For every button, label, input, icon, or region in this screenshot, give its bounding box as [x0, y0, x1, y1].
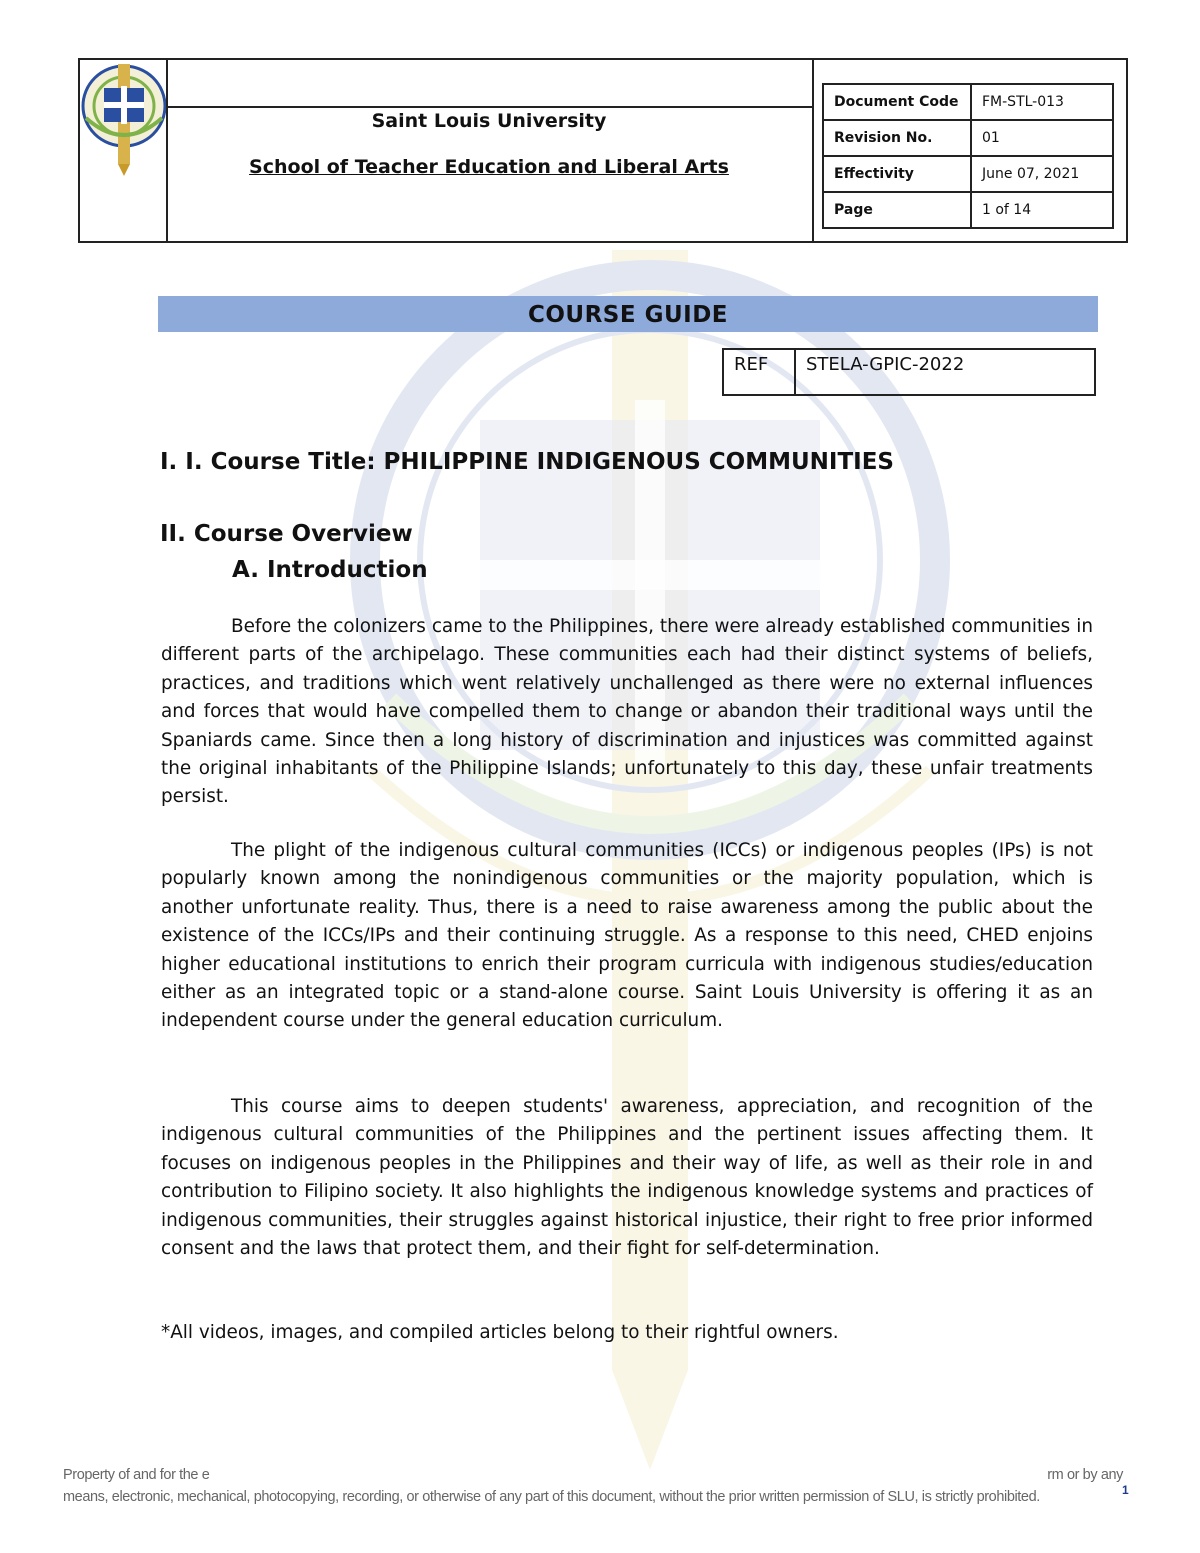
document-header — [78, 58, 1128, 243]
intro-paragraph-3: This course aims to deepen students' awareness, appreciation, and recognition of the indigenous cultural communities of the Philippines and the pertinent issues affecting them. It focuses on indigenous peoples in the Philippines and their way of life, as well as their role in and contribution to Filipino society. It also highlights the indigenous knowledge systems and practices of indigenous communities, their struggles against historical injustice, their right to free prior informed consent and the laws that protect them, and their fight for self-determination. — [161, 1096, 1093, 1260]
doc-info-value: 01 — [971, 120, 1113, 156]
university-name: Saint Louis University — [371, 110, 607, 132]
page-number: 1 — [1122, 1483, 1129, 1497]
intro-paragraph-1: Before the colonizers came to the Philippines, there were already established communities in different parts of the archipelago. These communities each had their distinct systems of beliefs, practices, and traditions which went relatively unchallenged as there were no external influences and forces that would have compelled them to change or abandon their traditional ways until the Spaniards came. Since then a long history of discrimination and injustices was committed against the original inhabitants of the Philippine Islands; unfortunately to this day, these unfair treatments persist. — [161, 616, 1093, 808]
ref-label: REF — [723, 349, 795, 395]
ref-value: STELA-GPIC-2022 — [795, 349, 1095, 395]
reference-table — [722, 348, 1096, 396]
doc-info-label: Effectivity — [823, 156, 971, 192]
course-title-heading: I. I. Course Title: PHILIPPINE INDIGENOUS COMMUNITIES — [160, 449, 894, 475]
doc-info-label: Revision No. — [823, 120, 971, 156]
footer-line2: means, electronic, mechanical, photocopying, recording, or otherwise of any part of this document, without the prior written permission of SLU, is strictly prohibited. — [63, 1489, 1040, 1505]
ref-row — [723, 349, 1095, 395]
introduction-heading: A. Introduction — [232, 557, 428, 583]
course-overview-heading: II. Course Overview — [160, 521, 413, 547]
doc-info-value: FM-STL-013 — [971, 84, 1113, 120]
ownership-note: *All videos, images, and compiled articles belong to their rightful owners. — [161, 1322, 839, 1343]
doc-info-row — [823, 84, 1113, 120]
doc-info-value: 1 of 14 — [971, 192, 1113, 228]
doc-info-row — [823, 156, 1113, 192]
title-cell — [166, 60, 814, 241]
doc-info-value: June 07, 2021 — [971, 156, 1113, 192]
footer-line1-end: rm or by any — [1047, 1467, 1123, 1483]
course-guide-banner: COURSE GUIDE — [158, 296, 1098, 332]
doc-info-label: Page — [823, 192, 971, 228]
doc-info-label: Document Code — [823, 84, 971, 120]
school-name: School of Teacher Education and Liberal Arts — [249, 156, 729, 178]
intro-paragraph-2: The plight of the indigenous cultural communities (ICCs) or indigenous peoples (IPs) is not popularly known among the nonindigenous communities or the majority population, which is another unfortunate reality. Thus, there is a need to raise awareness among the public about the existence of the ICCs/IPs and their continuing struggle. As a response to this need, CHED enjoins higher educational institutions to enrich their program curricula with indigenous studies/education either as an integrated topic or a stand-alone course. Saint Louis University is offering it as an independent course under the general education curriculum. — [161, 840, 1093, 1032]
doc-info-row — [823, 120, 1113, 156]
logo-cell — [80, 60, 168, 241]
copyright-footer — [63, 1464, 1123, 1508]
header-divider — [166, 106, 812, 108]
footer-line1-start: Property of and for the e — [63, 1467, 210, 1483]
university-logo — [80, 60, 166, 190]
doc-info-row — [823, 192, 1113, 228]
document-info-table — [822, 83, 1114, 229]
